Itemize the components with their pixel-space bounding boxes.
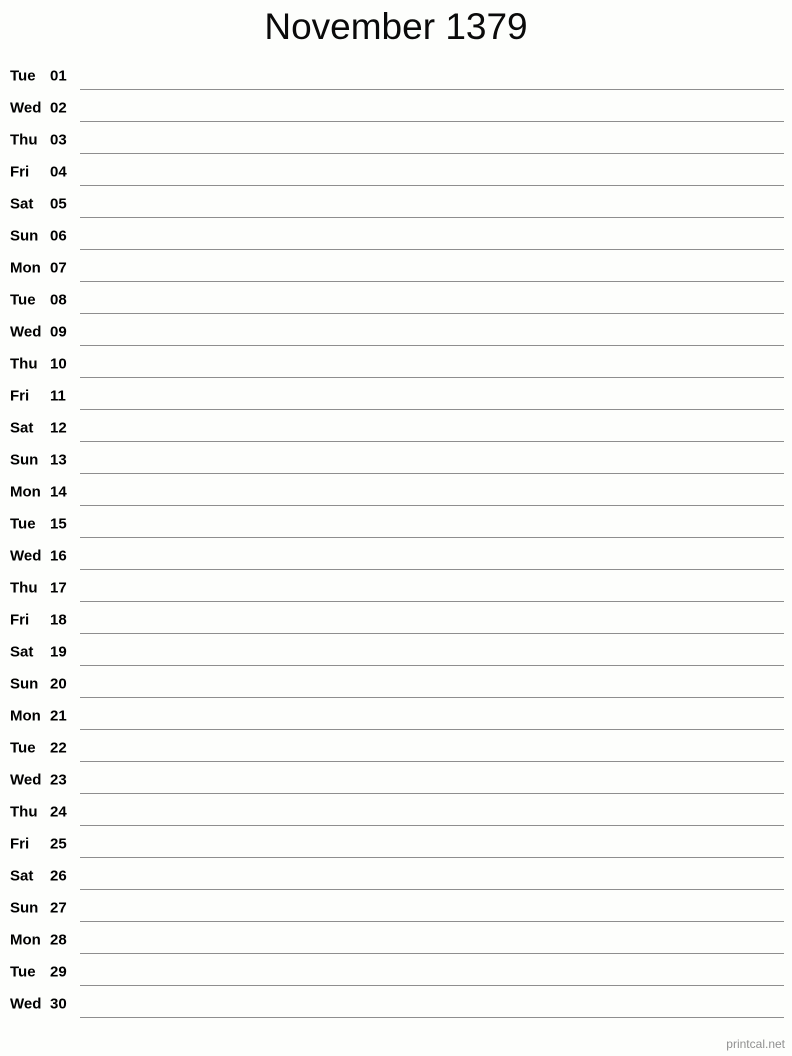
day-row bbox=[0, 892, 792, 924]
day-number: 22 bbox=[50, 739, 67, 757]
day-number: 29 bbox=[50, 963, 67, 981]
day-abbrev: Tue bbox=[10, 291, 36, 309]
day-abbrev: Sun bbox=[10, 899, 39, 917]
day-row bbox=[0, 380, 792, 412]
note-line bbox=[80, 953, 784, 954]
note-line bbox=[80, 569, 784, 570]
note-line bbox=[80, 281, 784, 282]
day-number: 07 bbox=[50, 259, 67, 277]
day-row bbox=[0, 220, 792, 252]
note-line bbox=[80, 697, 784, 698]
note-line bbox=[80, 409, 784, 410]
day-row bbox=[0, 572, 792, 604]
day-abbrev: Wed bbox=[10, 995, 42, 1013]
day-abbrev: Fri bbox=[10, 611, 30, 629]
day-row bbox=[0, 700, 792, 732]
day-number: 23 bbox=[50, 771, 67, 789]
note-line bbox=[80, 889, 784, 890]
note-line bbox=[80, 185, 784, 186]
day-row bbox=[0, 92, 792, 124]
day-abbrev: Sat bbox=[10, 195, 34, 213]
day-abbrev: Mon bbox=[10, 707, 41, 725]
day-abbrev: Fri bbox=[10, 163, 30, 181]
day-row bbox=[0, 764, 792, 796]
note-line bbox=[80, 729, 784, 730]
day-abbrev: Mon bbox=[10, 259, 41, 277]
day-abbrev: Sat bbox=[10, 643, 34, 661]
day-abbrev: Fri bbox=[10, 387, 30, 405]
note-line bbox=[80, 249, 784, 250]
note-line bbox=[80, 665, 784, 666]
day-row bbox=[0, 156, 792, 188]
day-number: 14 bbox=[50, 483, 67, 501]
day-number: 05 bbox=[50, 195, 67, 213]
day-number: 24 bbox=[50, 803, 67, 821]
day-abbrev: Thu bbox=[10, 131, 38, 149]
day-number: 02 bbox=[50, 99, 67, 117]
note-line bbox=[80, 857, 784, 858]
day-abbrev: Thu bbox=[10, 579, 38, 597]
day-number: 18 bbox=[50, 611, 67, 629]
note-line bbox=[80, 217, 784, 218]
day-row bbox=[0, 636, 792, 668]
note-line bbox=[80, 601, 784, 602]
day-abbrev: Sun bbox=[10, 675, 39, 693]
day-number: 11 bbox=[50, 387, 66, 405]
note-line bbox=[80, 793, 784, 794]
day-row bbox=[0, 956, 792, 988]
note-line bbox=[80, 313, 784, 314]
note-line bbox=[80, 441, 784, 442]
day-number: 04 bbox=[50, 163, 67, 181]
day-number: 25 bbox=[50, 835, 67, 853]
day-number: 15 bbox=[50, 515, 67, 533]
note-line bbox=[80, 377, 784, 378]
day-row bbox=[0, 540, 792, 572]
day-number: 26 bbox=[50, 867, 67, 885]
day-row bbox=[0, 732, 792, 764]
day-abbrev: Sat bbox=[10, 419, 34, 437]
day-number: 17 bbox=[50, 579, 67, 597]
day-row bbox=[0, 284, 792, 316]
day-number: 20 bbox=[50, 675, 67, 693]
day-abbrev: Tue bbox=[10, 739, 36, 757]
day-row bbox=[0, 188, 792, 220]
day-number: 21 bbox=[50, 707, 67, 725]
day-row bbox=[0, 828, 792, 860]
note-line bbox=[80, 825, 784, 826]
day-row bbox=[0, 316, 792, 348]
page-title: November 1379 bbox=[264, 6, 528, 47]
day-abbrev: Tue bbox=[10, 515, 36, 533]
day-number: 06 bbox=[50, 227, 67, 245]
note-line bbox=[80, 1017, 784, 1018]
day-number: 10 bbox=[50, 355, 67, 373]
note-line bbox=[80, 761, 784, 762]
day-number: 03 bbox=[50, 131, 67, 149]
note-line bbox=[80, 921, 784, 922]
day-number: 01 bbox=[50, 67, 67, 85]
day-abbrev: Wed bbox=[10, 99, 42, 117]
note-line bbox=[80, 505, 784, 506]
note-line bbox=[80, 537, 784, 538]
footer-credit: printcal.net bbox=[726, 1037, 785, 1051]
day-number: 08 bbox=[50, 291, 67, 309]
day-row bbox=[0, 252, 792, 284]
day-rows bbox=[0, 60, 792, 1020]
day-abbrev: Thu bbox=[10, 803, 38, 821]
note-line bbox=[80, 121, 784, 122]
day-abbrev: Tue bbox=[10, 67, 36, 85]
note-line bbox=[80, 985, 784, 986]
day-number: 13 bbox=[50, 451, 67, 469]
day-number: 16 bbox=[50, 547, 67, 565]
day-abbrev: Tue bbox=[10, 963, 36, 981]
day-row bbox=[0, 476, 792, 508]
day-abbrev: Sun bbox=[10, 451, 39, 469]
day-row bbox=[0, 444, 792, 476]
day-row bbox=[0, 668, 792, 700]
day-abbrev: Mon bbox=[10, 483, 41, 501]
note-line bbox=[80, 153, 784, 154]
day-row bbox=[0, 604, 792, 636]
day-abbrev: Thu bbox=[10, 355, 38, 373]
day-number: 30 bbox=[50, 995, 67, 1013]
day-number: 27 bbox=[50, 899, 67, 917]
note-line bbox=[80, 345, 784, 346]
day-number: 19 bbox=[50, 643, 67, 661]
note-line bbox=[80, 89, 784, 90]
day-abbrev: Wed bbox=[10, 771, 42, 789]
day-row bbox=[0, 860, 792, 892]
day-abbrev: Mon bbox=[10, 931, 41, 949]
day-row bbox=[0, 124, 792, 156]
note-line bbox=[80, 633, 784, 634]
day-number: 12 bbox=[50, 419, 67, 437]
day-abbrev: Wed bbox=[10, 547, 42, 565]
day-row bbox=[0, 924, 792, 956]
day-row bbox=[0, 796, 792, 828]
day-abbrev: Sat bbox=[10, 867, 34, 885]
day-abbrev: Wed bbox=[10, 323, 42, 341]
day-row bbox=[0, 60, 792, 92]
day-number: 09 bbox=[50, 323, 67, 341]
day-row bbox=[0, 508, 792, 540]
day-abbrev: Sun bbox=[10, 227, 39, 245]
day-row bbox=[0, 412, 792, 444]
day-number: 28 bbox=[50, 931, 67, 949]
day-row bbox=[0, 348, 792, 380]
day-row bbox=[0, 988, 792, 1020]
note-line bbox=[80, 473, 784, 474]
day-abbrev: Fri bbox=[10, 835, 30, 853]
